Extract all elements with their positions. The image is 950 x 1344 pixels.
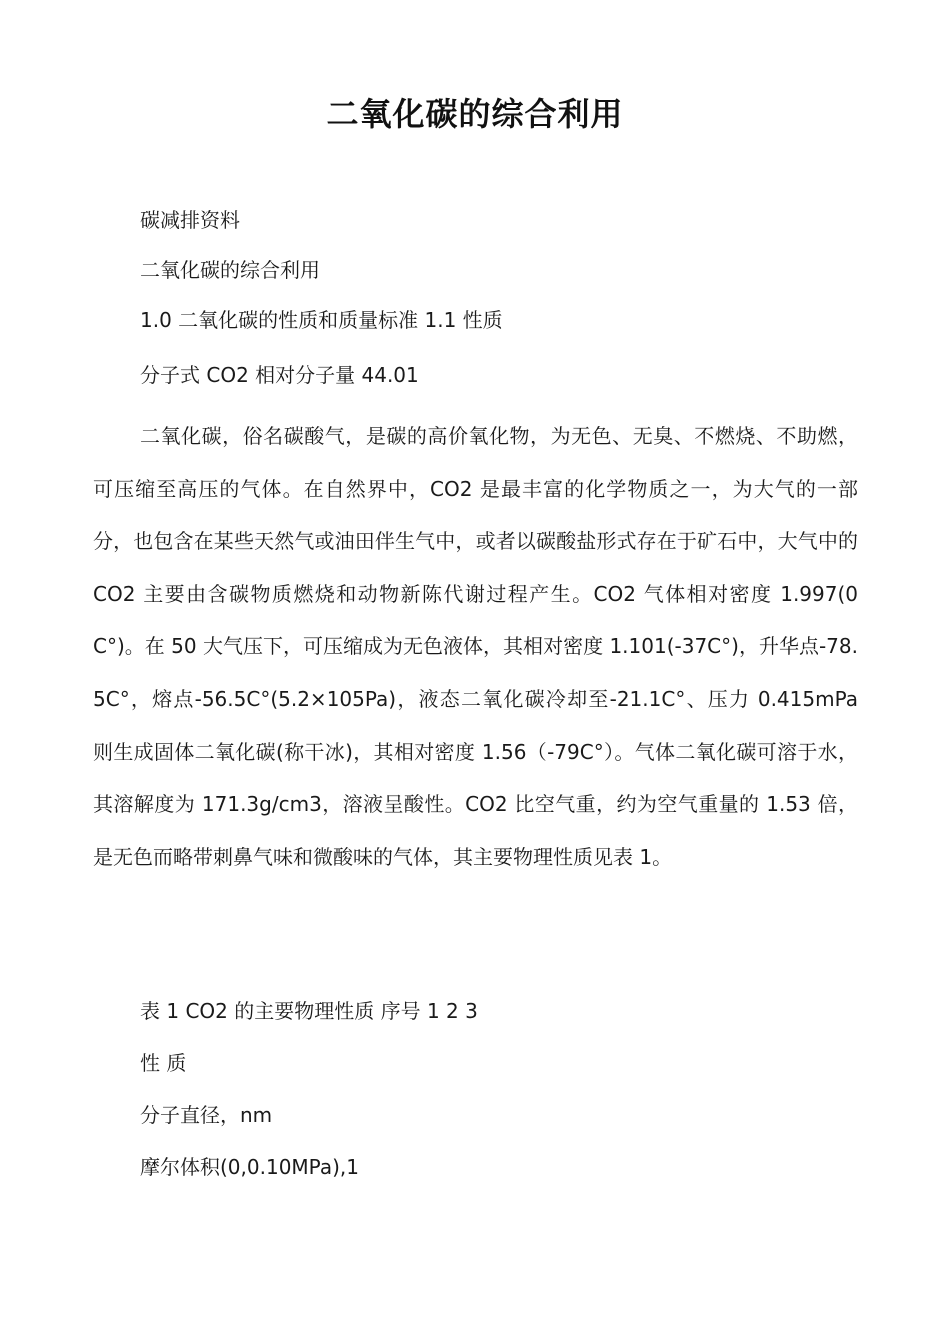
table-row-molecular-diameter: 分子直径，nm [140, 1103, 273, 1127]
table-caption: 表 1 CO2 的主要物理性质 序号 1 2 3 [140, 999, 478, 1023]
category-label: 碳减排资料 [140, 208, 240, 232]
document-title: 二氧化碳的综合利用 [326, 95, 624, 133]
formula-line: 分子式 CO2 相对分子量 44.01 [140, 363, 419, 387]
subtitle: 二氧化碳的综合利用 [140, 258, 320, 282]
table-column-header: 性 质 [140, 1051, 187, 1075]
section-heading: 1.0 二氧化碳的性质和质量标准 1.1 性质 [140, 308, 503, 332]
body-paragraph: 二氧化碳，俗名碳酸气，是碳的高价氧化物，为无色、无臭、不燃烧、不助燃，可压缩至高压的气体。在自然界中，CO2 是最丰富的化学物质之一，为大气的一部分，也包含在某些天然气或油田伴生气中，或者以碳酸盐形式存在于矿石中，大气中的 CO2 主要由含碳物质燃烧和动物新陈代谢过程产生。CO2 气体相对密度 1.997(0C°)。在 50 大气压下，可压缩成为无色液体，其相对密度 1.101(-37C°)，升华点-78.5C°，熔点-56.5C°(5.2×105Pa)，液态二氧化碳冷却至-21.1C°、压力 0.415mPa 则生成固体二氧化碳(称干冰)，其相对密度 1.56（-79C°）。气体二氧化碳可溶于水，其溶解度为 171.3g/cm3，溶液呈酸性。CO2 比空气重，约为空气重量的 1.53 倍，是无色而略带刺鼻气味和微酸味的气体，其主要物理性质见表 1。 [93, 424, 858, 869]
table-row-molar-volume: 摩尔体积(0,0.10MPa),1 [140, 1155, 359, 1179]
